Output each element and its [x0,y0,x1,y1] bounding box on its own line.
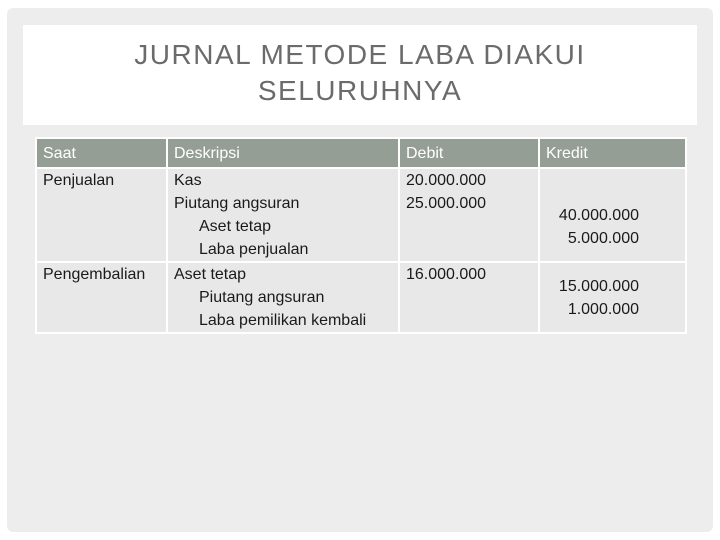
title-box [23,25,697,125]
header-deskripsi: Deskripsi [167,138,399,168]
debit-amount: 16.000.000 [406,266,487,283]
title-line-1: JURNAL METODE LABA DIAKUI [134,39,586,70]
cell-saat [36,262,167,333]
saat-label: Pengembalian [43,266,146,283]
account-line: Kas [174,172,202,189]
header-debit: Debit [399,138,539,168]
credit-amount: 5.000.000 [567,230,639,247]
account-line: Laba pemilikan kembali [199,312,367,329]
page-title [23,37,697,109]
journal-table [35,137,687,334]
cell-debit [399,262,539,333]
table-row [36,262,686,333]
debit-amount: 20.000.000 [406,172,487,189]
cell-kredit [539,262,686,333]
account-line: Piutang angsuran [174,195,300,212]
table-header-row [36,138,686,168]
credit-amount: 40.000.000 [558,207,639,224]
header-kredit: Kredit [539,138,686,168]
saat-label: Penjualan [43,172,115,189]
account-line: Laba penjualan [199,241,309,258]
credit-amount: 1.000.000 [567,301,639,318]
table-row [36,168,686,262]
account-line: Piutang angsuran [199,289,325,306]
cell-deskripsi [167,262,399,333]
header-saat: Saat [36,138,167,168]
title-line-2: SELURUHNYA [257,75,463,106]
account-line: Aset tetap [174,266,247,283]
cell-saat [36,168,167,262]
cell-deskripsi [167,168,399,262]
debit-amount: 25.000.000 [406,195,487,212]
cell-kredit [539,168,686,262]
account-line: Aset tetap [199,218,272,235]
cell-debit [399,168,539,262]
credit-amount: 15.000.000 [558,278,639,295]
